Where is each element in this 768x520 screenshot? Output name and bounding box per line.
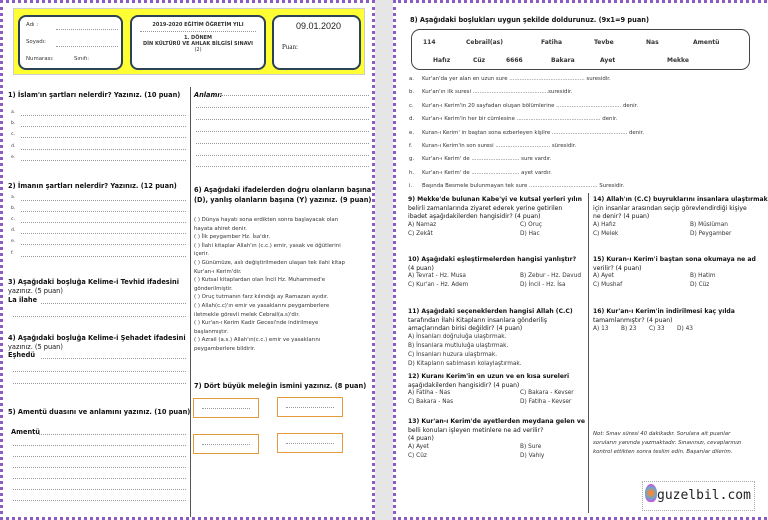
word-bank-item: Cebrail(as) (466, 39, 503, 46)
answer-option[interactable]: A) Tevrat - Hz. Musa (408, 273, 466, 280)
question-13: 13) Kur'an-ı Kerim'de ayetlerden meydana gelen ve (408, 418, 585, 425)
true-false-statement: iletmekle görevli melek Cebrail(a.s)'dir. (194, 311, 300, 318)
answer-letter: c. (11, 217, 15, 222)
fill-blank-letter: i. (409, 183, 413, 190)
question-11: 11) Aşağıdaki seçeneklerden hangisi Allah (C.C) (408, 308, 573, 315)
q5-prefill: Amentü (11, 428, 40, 436)
answer-letter: e. (11, 239, 16, 244)
answer-option[interactable]: C) Melek (593, 230, 619, 237)
answer-line[interactable] (13, 467, 186, 468)
answer-option[interactable]: C) Oruç (520, 221, 542, 228)
fill-blank-item: Kur'an-ı Kerim' de ............................ ayet vardır. (422, 169, 552, 176)
question-16: 16) Kur'an-ı Kerim'in indirilmesi kaç yılda (593, 308, 735, 315)
word-bank-item: Nas (646, 39, 659, 46)
answer-option[interactable]: A) 13 (593, 326, 609, 333)
answer-option[interactable]: B) İnsanlara mutluluğa ulaştırmak. (408, 342, 509, 349)
answer-line[interactable] (21, 137, 186, 138)
answer-line[interactable] (21, 233, 186, 234)
true-false-statement: ( ) Azrail (a.s.) Allah'ın(c.c.) emir ve yasaklarını (194, 337, 321, 344)
word-bank-item: Ayet (600, 57, 616, 64)
answer-line[interactable] (13, 445, 186, 446)
question-12: 12) Kuranı Kerim'in en uzun ve en kısa sureleri (408, 373, 570, 380)
answer-option[interactable]: C) Bakara - Kevser (520, 390, 574, 397)
answer-option[interactable]: B) Sure (520, 443, 542, 450)
fill-blank-letter: a. (409, 76, 415, 82)
answer-option[interactable]: D) Peygamber (690, 230, 732, 237)
answer-option[interactable]: D) Cüz (690, 282, 710, 289)
true-false-statement: ( ) Günümüze, aslı değiştirilmeden ulaşan tek ilahi kitap (194, 260, 345, 266)
question-3: 3) Aşağıdaki boşluğa Kelime-i Tevhid ifadesini (8, 278, 179, 286)
fill-blank-letter: h. (409, 169, 415, 176)
fill-blank-item: Kur'an-ı Kerim' de ............................ sure vardır. (422, 156, 552, 163)
surname-label: Soyadı: (26, 39, 46, 45)
answer-line[interactable] (21, 222, 186, 223)
exam-page-left (0, 0, 375, 520)
q3-prefill: La ilahe (8, 296, 38, 304)
number-label: Numarası: (26, 56, 54, 62)
answer-line[interactable] (21, 149, 186, 150)
fill-blank-letter: b. (409, 89, 415, 96)
exam-note: soruların yanında yazmaktadır. Sınavınızı, cevaplarınızı (593, 440, 742, 446)
true-false-statement: hayata ahiret denir. (194, 225, 247, 232)
question-8: 8) Aşağıdaki boşlukları uygun şekilde doldurunuz. (9x1=9 puan) (410, 16, 650, 24)
answer-letter: d. (11, 144, 16, 149)
question-13-cont: (4 puan) (408, 435, 434, 443)
answer-line[interactable] (41, 358, 186, 359)
question-14: 14) Allah'ın (C.C) buyruklarını insanlara ulaştırmak (593, 196, 768, 203)
answer-line[interactable] (39, 434, 186, 435)
angel-answer-box[interactable] (277, 397, 343, 417)
answer-option[interactable]: A) İnsanları doğruluğa ulaştırmak. (408, 333, 507, 340)
answer-letter: e. (11, 155, 16, 160)
name-label: Adı : (26, 22, 39, 28)
true-false-statement: ( ) İlahi kitaplar Allah'ın (c.c.) emir, yasak ve öğütlerini (194, 242, 341, 249)
true-false-statement: başlanmıştır. (194, 328, 229, 335)
question-5: 5) Amentü duasını ve anlamını yazınız. (10 puan) (8, 408, 191, 416)
answer-line[interactable] (21, 160, 186, 161)
answer-option[interactable]: B) Hatim (690, 273, 716, 280)
exam-page-right (393, 0, 768, 520)
meaning-line[interactable] (196, 166, 369, 167)
meaning-label: Anlamı: (194, 91, 223, 99)
answer-option[interactable]: C) 33 (649, 326, 665, 333)
meaning-line[interactable] (196, 143, 369, 144)
answer-line[interactable] (21, 211, 186, 212)
question-4: 4) Aşağıdaki boşluğa Kelime-i Şehadet ifadesini (8, 334, 186, 342)
date-score-box (272, 15, 361, 70)
question-10: 10) Aşağıdaki eşleştirmelerden hangisi yanlıştır? (408, 256, 577, 263)
word-bank (411, 29, 750, 70)
fill-blank-letter: g. (409, 156, 415, 163)
answer-letter: a. (11, 195, 16, 200)
answer-option[interactable]: A) Ayet (593, 273, 614, 280)
answer-line[interactable] (21, 126, 186, 127)
q4-prefill: Eşhedü (8, 351, 36, 359)
question-6: 6) Aşağıdaki ifadelerden doğru olanların başına (194, 186, 372, 194)
question-15: 15) Kuran-ı Kerim'i baştan sona okumaya ne ad (593, 256, 756, 263)
true-false-statement: ( ) Kutsal kitaplardan olan İncil Hz. Muhammed'e (194, 277, 326, 284)
meaning-line[interactable] (196, 131, 369, 132)
answer-option[interactable]: D) Fatiha - Kevser (520, 399, 572, 406)
column-divider (588, 193, 589, 513)
meaning-line[interactable] (196, 119, 369, 120)
true-false-statement: ( ) Kur'an-ı Kerim Kadir Gecesi'nde indirilmeye (194, 320, 319, 327)
answer-option[interactable]: C) İnsanları huzura ulaştırmak. (408, 351, 498, 358)
answer-letter: b. (11, 206, 16, 211)
word-bank-item: Mekke (667, 57, 689, 64)
answer-option[interactable]: B) Müslüman (690, 221, 728, 228)
answer-option[interactable]: A) Fatiha - Nas (408, 390, 451, 397)
answer-line[interactable] (13, 489, 186, 490)
answer-option[interactable]: C) Mushaf (593, 282, 623, 289)
answer-option[interactable]: D) Hac (520, 230, 540, 237)
answer-letter: c. (11, 132, 15, 137)
answer-option[interactable]: B) 23 (621, 326, 637, 333)
question-9: 9) Mekke'de bulunan Kabe'yi ve kutsal yerleri yılın (408, 196, 582, 203)
question-10-cont: (4 puan) (408, 264, 434, 272)
answer-letter: d. (11, 228, 16, 233)
answer-option[interactable]: D) İncil - Hz. İsa (520, 282, 566, 289)
angel-answer-box[interactable] (193, 398, 259, 418)
fill-blank-item: Başında Besmele bulunmayan tek sure ........................................ Suresidir. (422, 183, 625, 190)
watermark-text: guzelbil.com (657, 488, 751, 503)
angel-answer-box[interactable] (193, 434, 259, 454)
answer-line[interactable] (21, 244, 186, 245)
question-14-cont: için insanlar arasından seçip görevlendirdiği kişiye (593, 204, 747, 212)
fill-blank-letter: d. (409, 116, 415, 123)
answer-line[interactable] (21, 256, 186, 257)
answer-line[interactable] (13, 316, 186, 317)
fill-blank-item: Kur'an'ın ilk suresi ............................................suresidir. (422, 89, 573, 96)
lightbulb-logo-icon (645, 484, 657, 502)
answer-letter: f. (11, 251, 14, 256)
word-bank-item: Fatiha (541, 39, 563, 46)
word-bank-item: Hafız (433, 57, 451, 64)
true-false-statement: gönderilmiştir. (194, 285, 233, 292)
true-false-statement: ( ) Allah(c.c)'ın emir ve yasaklarını peygamberlere (194, 303, 330, 309)
exam-header (13, 8, 365, 75)
true-false-statement: ( ) İlk peygamber Hz. İsa'dır. (194, 234, 270, 241)
exam-note: kontrol ettikten sonra teslim edin. Başarılar dilerim. (593, 449, 733, 455)
word-bank-item: Tevbe (594, 39, 614, 46)
watermark (642, 481, 755, 511)
meaning-line[interactable] (221, 95, 369, 96)
fill-blank-item: Kuran-ı Kerim'in son suresi ................................ süresidir. (422, 143, 577, 149)
class-label: Sınıfı: (74, 56, 90, 62)
school-year: 2019-2020 EĞİTİM ÖĞRETİM YILI (152, 22, 244, 28)
question-14-cont: ne denir? (4 puan) (593, 213, 650, 221)
answer-line[interactable] (13, 478, 186, 479)
question-11-cont: amaçlarından birisi değildir? (4 puan) (408, 325, 523, 333)
question-4-cont: yazınız. (5 puan) (8, 343, 63, 351)
word-bank-item: 114 (423, 39, 436, 46)
answer-letter: b. (11, 121, 16, 126)
answer-option[interactable]: D) Vahiy (520, 452, 545, 459)
answer-option[interactable]: D) 43 (677, 326, 693, 333)
question-13-cont: belli konuları işleyen metinlere ne ad verilir? (408, 426, 544, 434)
fill-blank-letter: c. (409, 102, 414, 109)
exam-title-box (130, 15, 266, 70)
exam-note: Not: Sınav süresi 40 dakikadır. Sorulara ait puanlar (593, 431, 731, 437)
fill-blank-item: Kur'an-ı Kerim'in 20 sayfadan oluşan bölümlerine ...................................... denir. (422, 102, 639, 109)
fill-blank-letter: f. (409, 143, 413, 149)
fill-blank-letter: e. (409, 129, 415, 136)
term: 1. DÖNEM (183, 35, 213, 41)
answer-line[interactable] (13, 371, 186, 372)
question-11-cont: tarafından İlahi Kitapların insanlara gönderiliş (408, 316, 548, 324)
fill-blank-item: Kur'an-ı Kerim'in her bir cümlesine ................................................. denir. (422, 116, 618, 123)
fill-blank-item: Kur'an'da yer alan en uzun sure ............................................ suresidir. (422, 76, 611, 82)
true-false-statement: ( ) Oruç tutmanın farz kılındığı ay Ramazan ayıdır. (194, 294, 329, 301)
question-9-cont: belirli zamanlarında ziyaret ederek yerine getirilen (408, 204, 563, 212)
question-6-cont: (D), yanlış olanların başına (Y) yazınız. (9 puan) (194, 196, 372, 204)
question-15-cont: verilir? (4 puan) (593, 264, 642, 272)
word-bank-item: Amentü (693, 39, 720, 46)
answer-line[interactable] (41, 303, 186, 304)
answer-option[interactable]: C) Bakara - Nas (408, 399, 454, 406)
answer-option[interactable]: C) Kur'an - Hz. Adem (408, 282, 469, 289)
student-info-box (18, 15, 123, 70)
score-label: Puan: (282, 43, 298, 51)
answer-option[interactable]: D) Kitapların satılmasın kolaylaştırmak. (408, 360, 522, 367)
answer-line[interactable] (21, 115, 186, 116)
meaning-line[interactable] (196, 155, 369, 156)
word-bank-item: 6666 (506, 57, 523, 64)
column-divider (190, 87, 191, 520)
word-bank-item: Cüz (473, 57, 486, 64)
word-bank-item: Bakara (551, 57, 575, 64)
answer-letter: a. (11, 110, 16, 115)
question-1: 1) İslam'ın şartları nelerdir? Yazınız. (10 puan) (8, 91, 181, 99)
meaning-line[interactable] (196, 107, 369, 108)
answer-option[interactable]: C) Cüz (408, 452, 427, 459)
answer-option[interactable]: A) Namaz (408, 221, 437, 228)
question-16-cont: tamamlanmıştır? (4 puan) (593, 316, 673, 324)
exam-variant: (2) (194, 47, 202, 53)
exam-date: 09.01.2020 (296, 21, 342, 31)
answer-line[interactable] (13, 500, 186, 501)
answer-line[interactable] (13, 383, 186, 384)
answer-option[interactable]: A) Hafız (593, 221, 616, 228)
answer-line[interactable] (21, 200, 186, 201)
question-3-cont: yazınız. (5 puan) (8, 287, 63, 295)
answer-line[interactable] (13, 456, 186, 457)
answer-option[interactable]: B) Zebur - Hz. Davud (520, 273, 582, 280)
true-false-statement: ( ) Dünya hayatı sona erdikten sonra başlayacak olan (194, 217, 339, 223)
true-false-statement: Kur'an-ı Kerim'dir. (194, 268, 242, 275)
question-12-cont: aşağıdakilerden hangisidir? (4 puan) (408, 381, 520, 389)
answer-option[interactable]: A) Ayet (408, 443, 429, 450)
angel-answer-box[interactable] (277, 433, 343, 453)
fill-blank-item: Kuran-ı Kerim' in baştan sona ezberleyen kişilre ............................................ denir. (422, 129, 645, 136)
true-false-statement: içerir. (194, 251, 209, 258)
exam-name: DİN KÜLTÜRÜ VE AHLAK BİLGİSİ SINAVI (143, 41, 253, 47)
answer-option[interactable]: C) Zekât (408, 230, 433, 237)
question-9-cont: ibadet aşağıdakilerden hangisidir? (4 puan) (408, 213, 541, 221)
true-false-statement: peygamberlere bildirir. (194, 346, 256, 352)
question-7: 7) Dört büyük meleğin ismini yazınız. (8 puan) (194, 382, 367, 390)
question-2: 2) İmanın şartları nelerdir? Yazınız. (12 puan) (8, 182, 177, 190)
